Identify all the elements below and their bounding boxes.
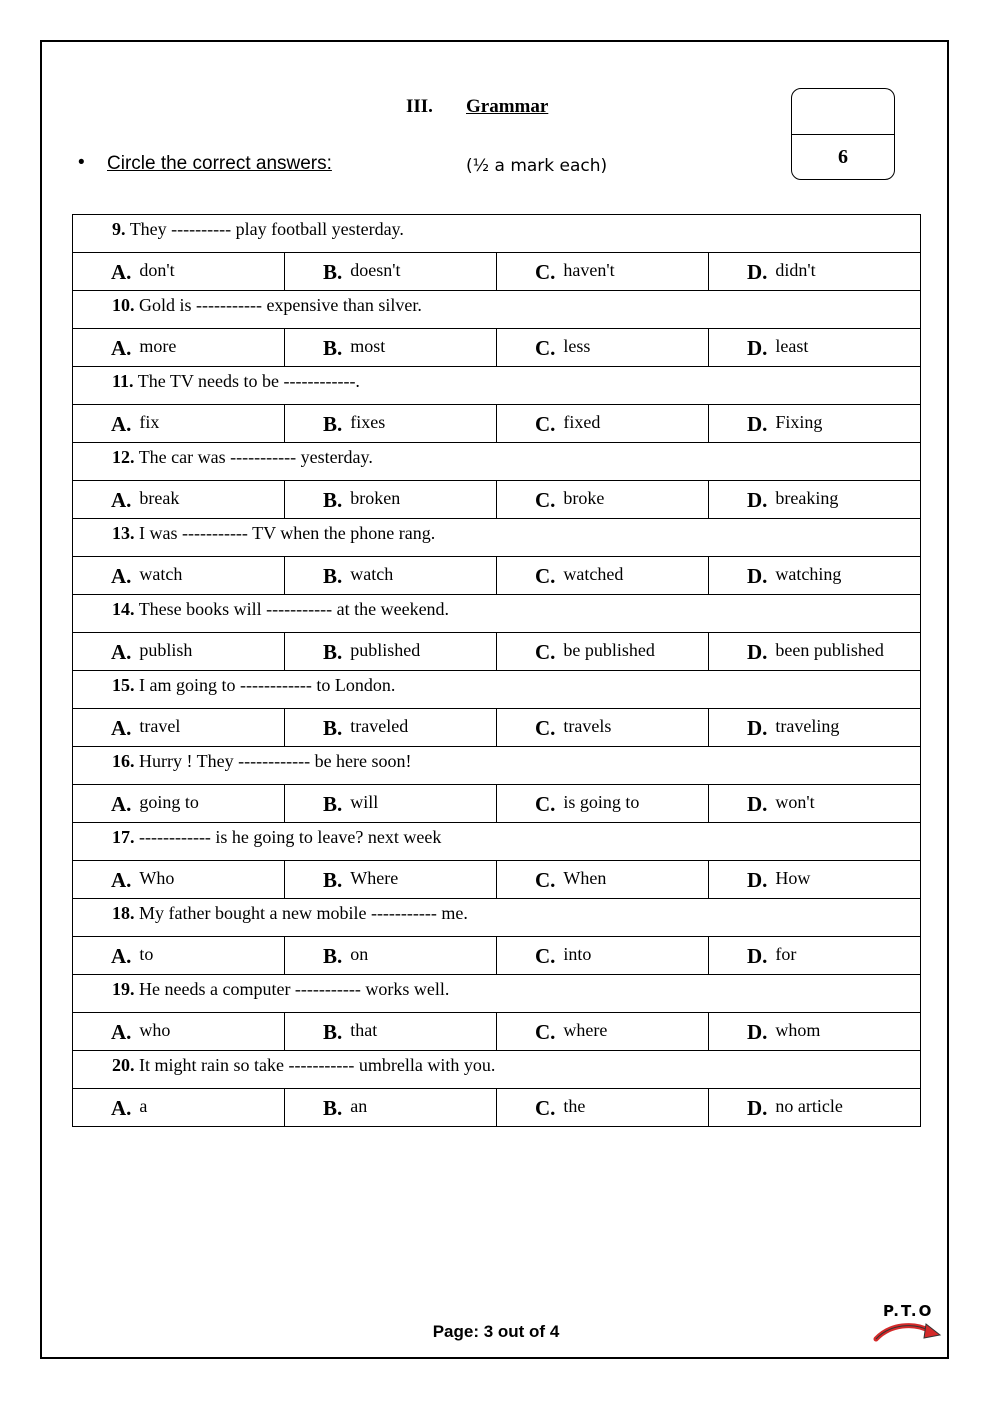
answer-option[interactable] [709, 405, 921, 443]
question-number: 12. [112, 447, 135, 467]
question-number: 13. [112, 523, 135, 543]
option-text: doesn't [350, 260, 401, 280]
question-text: It might rain so take ----------- umbrella with you. [139, 1055, 496, 1075]
answer-option[interactable] [285, 633, 497, 671]
question-text: The TV needs to be ------------. [137, 371, 360, 391]
option-letter: C. [535, 792, 556, 816]
answer-option[interactable] [73, 785, 285, 823]
answer-option[interactable] [285, 405, 497, 443]
option-letter: A. [111, 260, 132, 284]
question-stem-cell [73, 1051, 921, 1089]
option-text: on [350, 944, 369, 964]
question-stem-cell [73, 291, 921, 329]
question-number: 9. [112, 219, 126, 239]
options-row [73, 1089, 921, 1127]
option-text: into [563, 944, 592, 964]
option-letter: C. [535, 716, 556, 740]
question-number: 19. [112, 979, 135, 999]
instruction-text: Circle the correct answers: [107, 153, 332, 174]
option-letter: C. [535, 1096, 556, 1120]
question-text: My father bought a new mobile ----------- me. [139, 903, 468, 923]
question-text: They ---------- play football yesterday. [129, 219, 404, 239]
pto-arrow-head [924, 1324, 940, 1338]
option-letter: D. [747, 868, 768, 892]
question-row [73, 671, 921, 709]
answer-option[interactable] [285, 1013, 497, 1051]
option-text: who [139, 1020, 171, 1040]
option-text: Fixing [775, 412, 823, 432]
question-row [73, 291, 921, 329]
option-letter: C. [535, 412, 556, 436]
option-letter: B. [323, 564, 343, 588]
question-number: 17. [112, 827, 135, 847]
option-letter: D. [747, 716, 768, 740]
option-text: published [350, 640, 421, 660]
question-text: ------------ is he going to leave? next week [139, 827, 442, 847]
option-text: travel [139, 716, 181, 736]
answer-option[interactable] [497, 937, 709, 975]
answer-option[interactable] [73, 861, 285, 899]
answer-option[interactable] [709, 785, 921, 823]
answer-option[interactable] [497, 405, 709, 443]
options-row [73, 937, 921, 975]
option-letter: D. [747, 412, 768, 436]
option-text: least [775, 336, 809, 356]
answer-option[interactable] [73, 405, 285, 443]
page-number: Page: 3 out of 4 [432, 1322, 560, 1341]
option-letter: A. [111, 944, 132, 968]
options-row [73, 557, 921, 595]
pto-label: P.T.O [883, 1302, 934, 1320]
score-box [791, 88, 895, 180]
question-number: 11. [112, 371, 134, 391]
answer-option[interactable] [73, 253, 285, 291]
option-text: broke [563, 488, 605, 508]
options-row [73, 785, 921, 823]
answer-option[interactable] [497, 329, 709, 367]
question-stem-cell [73, 215, 921, 253]
option-text: watched [563, 564, 624, 584]
option-text: broken [350, 488, 401, 508]
option-letter: B. [323, 1096, 343, 1120]
question-row [73, 747, 921, 785]
option-letter: C. [535, 640, 556, 664]
answer-option[interactable] [73, 633, 285, 671]
answer-option[interactable] [497, 557, 709, 595]
option-text: the [563, 1096, 586, 1116]
option-letter: A. [111, 564, 132, 588]
option-letter: A. [111, 488, 132, 512]
question-row [73, 595, 921, 633]
options-row [73, 861, 921, 899]
option-text: an [350, 1096, 368, 1116]
answer-option[interactable] [709, 937, 921, 975]
answer-option[interactable] [709, 481, 921, 519]
option-letter: D. [747, 564, 768, 588]
answer-option[interactable] [497, 709, 709, 747]
option-letter: C. [535, 564, 556, 588]
answer-option[interactable] [285, 557, 497, 595]
option-text: Where [350, 868, 399, 888]
question-text: I was ----------- TV when the phone rang. [139, 523, 436, 543]
option-letter: B. [323, 1020, 343, 1044]
question-stem-cell [73, 823, 921, 861]
section-title: Grammar [466, 96, 549, 117]
option-text: traveling [775, 716, 840, 736]
answer-option[interactable] [709, 709, 921, 747]
answer-option[interactable] [73, 329, 285, 367]
option-letter: A. [111, 1020, 132, 1044]
answer-option[interactable] [497, 253, 709, 291]
pto-arrow-icon [872, 1320, 942, 1342]
options-row [73, 405, 921, 443]
answer-option[interactable] [497, 633, 709, 671]
options-row [73, 481, 921, 519]
option-letter: C. [535, 336, 556, 360]
question-row [73, 519, 921, 557]
option-letter: A. [111, 792, 132, 816]
answer-option[interactable] [285, 709, 497, 747]
option-text: most [350, 336, 386, 356]
answer-option[interactable] [285, 329, 497, 367]
question-stem-cell [73, 975, 921, 1013]
option-letter: A. [111, 640, 132, 664]
questions-table [72, 214, 921, 1127]
option-text: be published [563, 640, 655, 660]
question-stem-cell [73, 671, 921, 709]
answer-option[interactable] [285, 481, 497, 519]
option-letter: D. [747, 944, 768, 968]
option-letter: B. [323, 336, 343, 360]
answer-option[interactable] [709, 557, 921, 595]
answer-option[interactable] [709, 861, 921, 899]
options-row [73, 633, 921, 671]
option-text: watch [139, 564, 183, 584]
option-letter: D. [747, 792, 768, 816]
option-letter: A. [111, 716, 132, 740]
answer-option[interactable] [709, 253, 921, 291]
option-text: to [139, 944, 154, 964]
question-number: 14. [112, 599, 135, 619]
option-text: been published [775, 640, 884, 660]
question-number: 20. [112, 1055, 135, 1075]
option-text: going to [139, 792, 199, 812]
options-row [73, 709, 921, 747]
answer-option[interactable] [73, 709, 285, 747]
option-letter: C. [535, 944, 556, 968]
section-number: III. [406, 96, 433, 117]
option-text: that [350, 1020, 378, 1040]
option-letter: D. [747, 1096, 768, 1120]
option-text: traveled [350, 716, 409, 736]
question-number: 10. [112, 295, 135, 315]
option-text: whom [775, 1020, 821, 1040]
option-letter: A. [111, 868, 132, 892]
option-letter: B. [323, 640, 343, 664]
option-letter: B. [323, 412, 343, 436]
option-letter: D. [747, 640, 768, 664]
answer-option[interactable] [497, 1089, 709, 1127]
option-text: is going to [563, 792, 640, 812]
question-stem-cell [73, 595, 921, 633]
option-letter: A. [111, 1096, 132, 1120]
option-text: no article [775, 1096, 843, 1116]
option-text: fixed [563, 412, 601, 432]
question-text: Gold is ----------- expensive than silver. [139, 295, 422, 315]
option-text: don't [139, 260, 175, 280]
option-text: fix [139, 412, 160, 432]
answer-option[interactable] [497, 861, 709, 899]
answer-option[interactable] [285, 937, 497, 975]
score-blank [792, 89, 894, 135]
question-stem-cell [73, 519, 921, 557]
option-text: watch [350, 564, 394, 584]
option-text: publish [139, 640, 193, 660]
option-text: a [139, 1096, 148, 1116]
option-letter: D. [747, 260, 768, 284]
option-text: won't [775, 792, 815, 812]
question-text: These books will ----------- at the weekend. [138, 599, 450, 619]
question-stem-cell [73, 367, 921, 405]
bullet-icon: • [78, 152, 85, 173]
option-text: didn't [775, 260, 816, 280]
answer-option[interactable] [497, 785, 709, 823]
answer-option[interactable] [73, 937, 285, 975]
answer-option[interactable] [709, 1089, 921, 1127]
option-letter: B. [323, 488, 343, 512]
question-number: 18. [112, 903, 135, 923]
question-text: I am going to ------------ to London. [139, 675, 396, 695]
option-text: more [139, 336, 177, 356]
question-number: 15. [112, 675, 135, 695]
question-row [73, 367, 921, 405]
option-text: When [563, 868, 607, 888]
option-text: for [775, 944, 797, 964]
option-letter: B. [323, 944, 343, 968]
option-text: will [350, 792, 379, 812]
option-text: Who [139, 868, 175, 888]
question-row [73, 215, 921, 253]
option-letter: C. [535, 868, 556, 892]
option-letter: A. [111, 336, 132, 360]
answer-option[interactable] [709, 329, 921, 367]
option-letter: D. [747, 1020, 768, 1044]
answer-option[interactable] [285, 253, 497, 291]
question-text: The car was ----------- yesterday. [138, 447, 373, 467]
question-row [73, 823, 921, 861]
marks-each: (½ a mark each) [466, 156, 608, 176]
options-row [73, 329, 921, 367]
option-letter: D. [747, 336, 768, 360]
question-row [73, 443, 921, 481]
question-text: He needs a computer ----------- works well. [139, 979, 450, 999]
option-text: watching [775, 564, 842, 584]
question-text: Hurry ! They ------------ be here soon! [139, 751, 412, 771]
answer-option[interactable] [497, 481, 709, 519]
option-text: breaking [775, 488, 839, 508]
score-total: 6 [838, 146, 848, 168]
answer-option[interactable] [285, 1089, 497, 1127]
question-stem-cell [73, 747, 921, 785]
option-text: less [563, 336, 591, 356]
question-row [73, 899, 921, 937]
option-text: haven't [563, 260, 615, 280]
option-letter: B. [323, 792, 343, 816]
option-letter: B. [323, 260, 343, 284]
option-text: fixes [350, 412, 386, 432]
answer-option[interactable] [73, 1013, 285, 1051]
option-text: break [139, 488, 180, 508]
answer-option[interactable] [73, 1089, 285, 1127]
question-stem-cell [73, 899, 921, 937]
answer-option[interactable] [73, 481, 285, 519]
option-letter: C. [535, 1020, 556, 1044]
options-row [73, 1013, 921, 1051]
option-letter: C. [535, 488, 556, 512]
option-letter: C. [535, 260, 556, 284]
option-letter: D. [747, 488, 768, 512]
option-letter: B. [323, 716, 343, 740]
option-text: where [563, 1020, 608, 1040]
options-row [73, 253, 921, 291]
option-text: How [775, 868, 811, 888]
question-row [73, 1051, 921, 1089]
answer-option[interactable] [285, 785, 497, 823]
option-text: travels [563, 716, 612, 736]
answer-option[interactable] [497, 1013, 709, 1051]
answer-option[interactable] [709, 1013, 921, 1051]
option-letter: B. [323, 868, 343, 892]
question-number: 16. [112, 751, 135, 771]
answer-option[interactable] [73, 557, 285, 595]
answer-option[interactable] [285, 861, 497, 899]
answer-option[interactable] [709, 633, 921, 671]
question-stem-cell [73, 443, 921, 481]
question-row [73, 975, 921, 1013]
option-letter: A. [111, 412, 132, 436]
